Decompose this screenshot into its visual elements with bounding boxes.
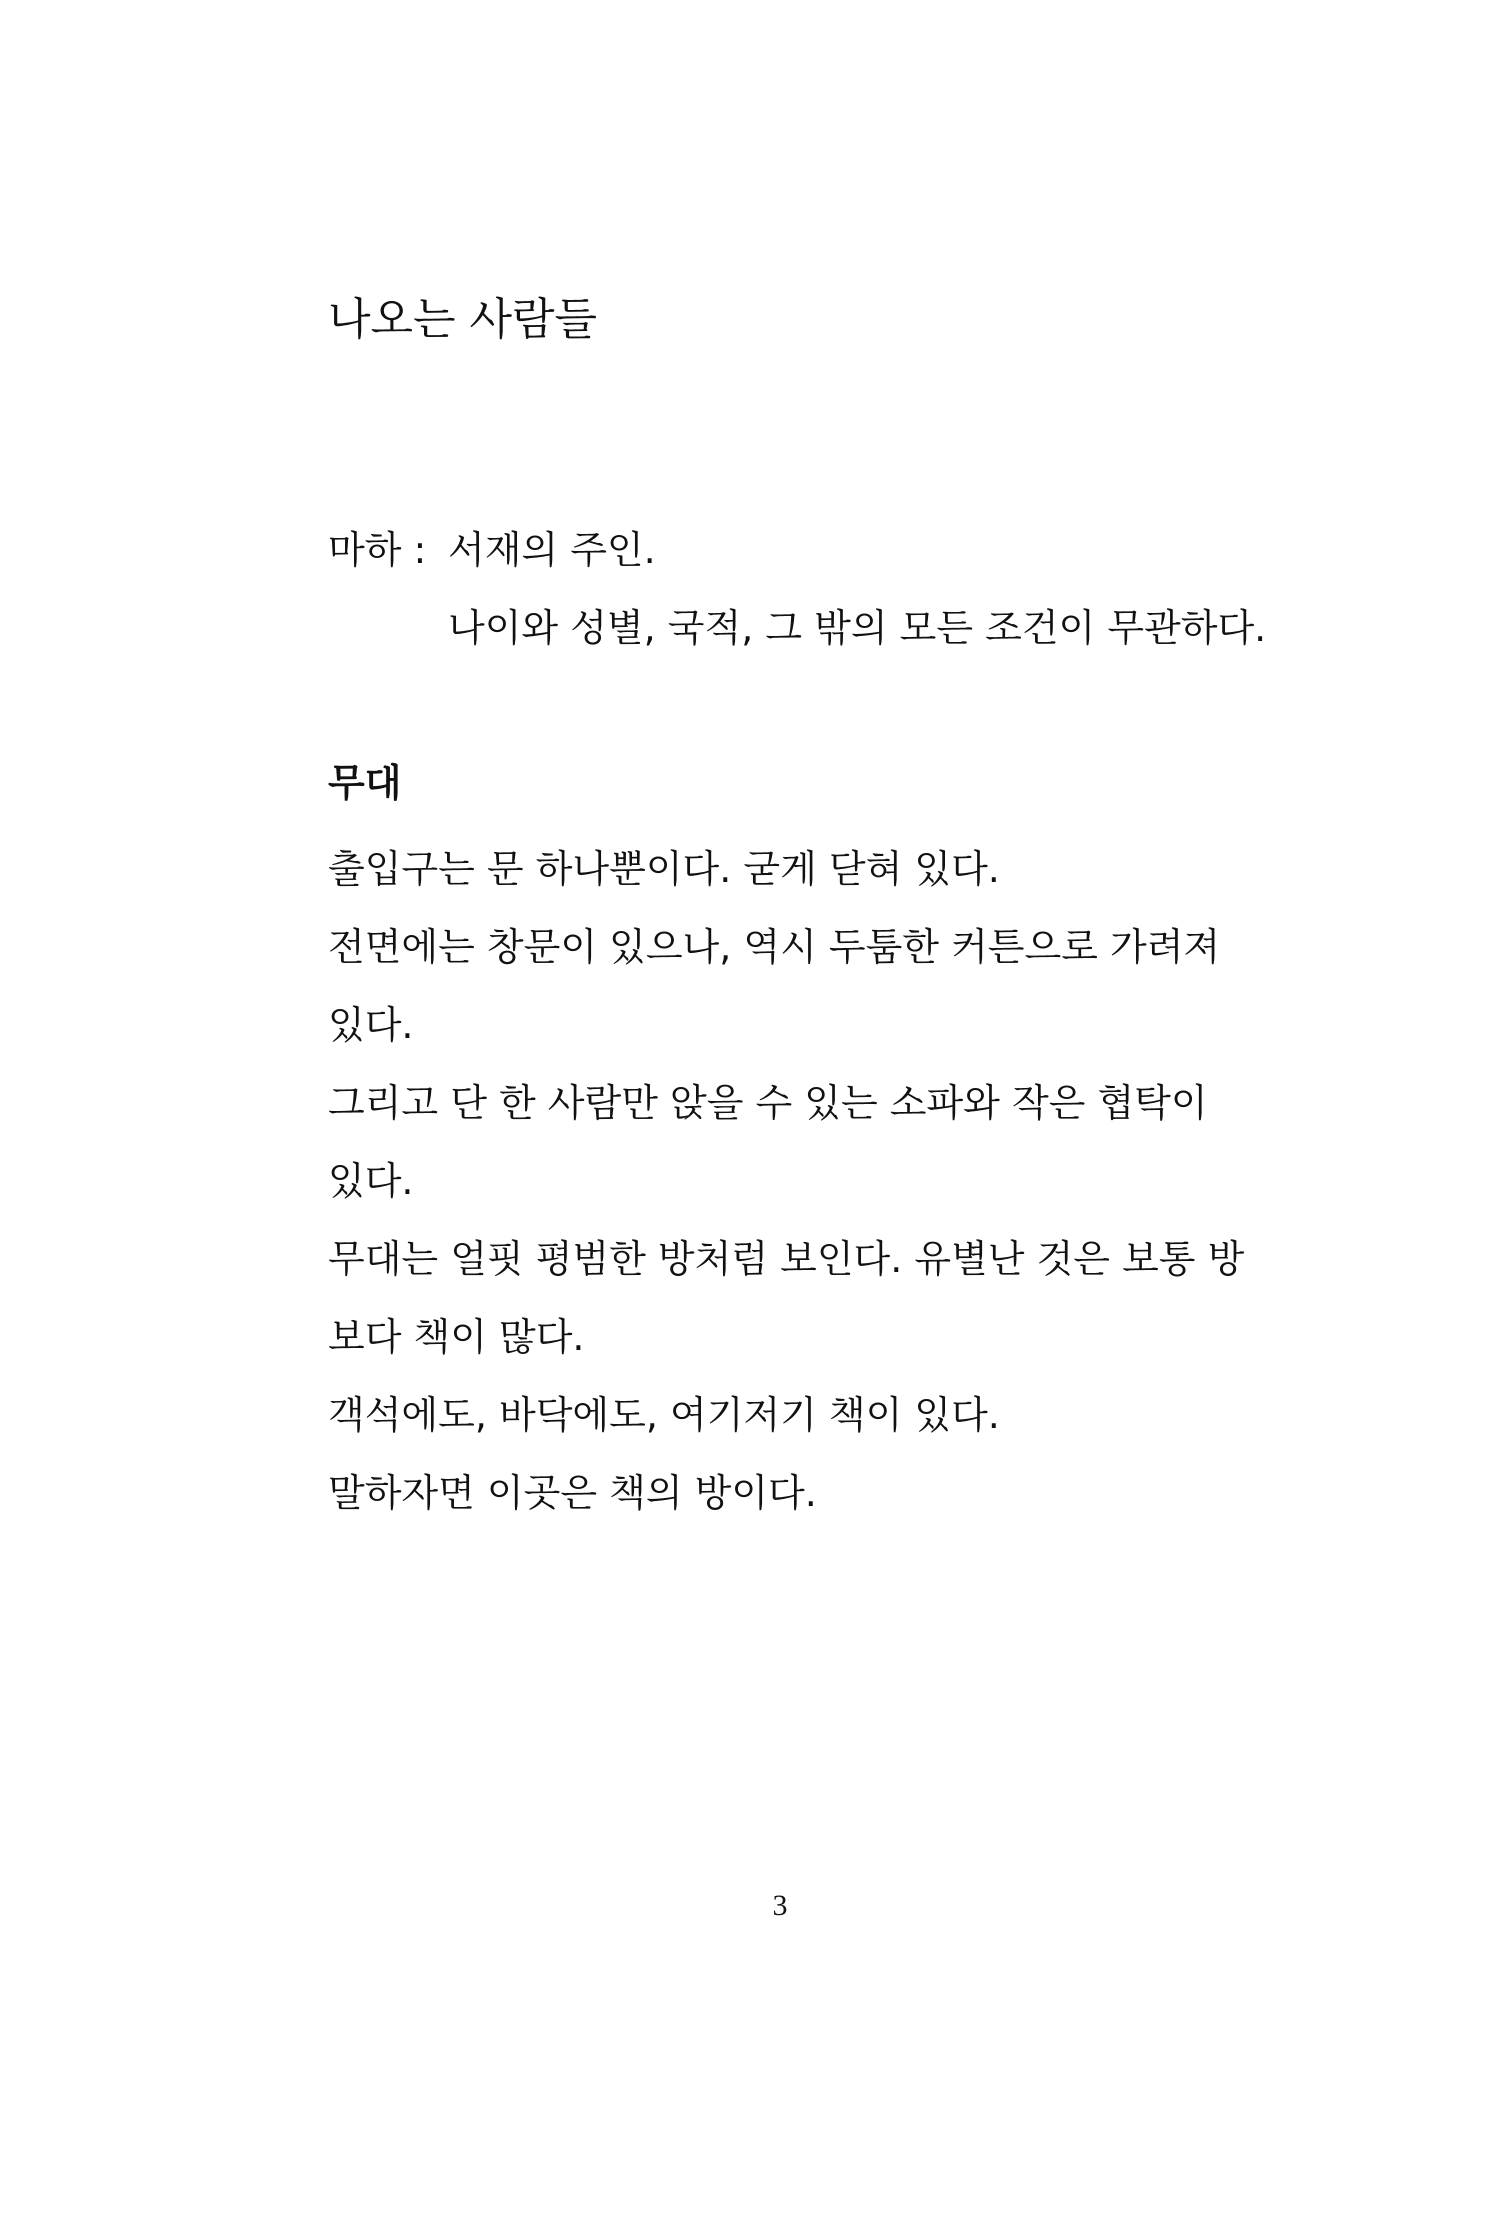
body-line: 말하자면 이곳은 책의 방이다.: [328, 1471, 817, 1515]
body-line: 있다.: [328, 1003, 414, 1047]
body-line: 그리고 단 한 사람만 앉을 수 있는 소파와 작은 협탁이: [328, 1081, 1208, 1125]
body-line: 출입구는 문 하나뿐이다. 굳게 닫혀 있다.: [328, 847, 1000, 891]
section-heading: 무대: [328, 761, 402, 805]
body-line: 있다.: [328, 1159, 414, 1203]
body-line: 전면에는 창문이 있으나, 역시 두툼한 커튼으로 가려져: [328, 925, 1221, 969]
stage-description: [328, 830, 1248, 1532]
body-line: 객석에도, 바닥에도, 여기저기 책이 있다.: [328, 1393, 1000, 1437]
page-number: 3: [772, 1889, 788, 1922]
body-line: 보다 책이 많다.: [328, 1315, 585, 1359]
page-title: 나오는 사람들: [328, 294, 598, 345]
cast-entry: [328, 522, 656, 578]
body-line: 무대는 얼핏 평범한 방처럼 보인다. 유별난 것은 보통 방: [328, 1237, 1245, 1281]
cast-description-line: 나이와 성별, 국적, 그 밖의 모든 조건이 무관하다.: [448, 606, 1267, 650]
cast-name: 마하 :: [328, 528, 427, 572]
cast-description-line: 서재의 주인.: [448, 528, 656, 572]
